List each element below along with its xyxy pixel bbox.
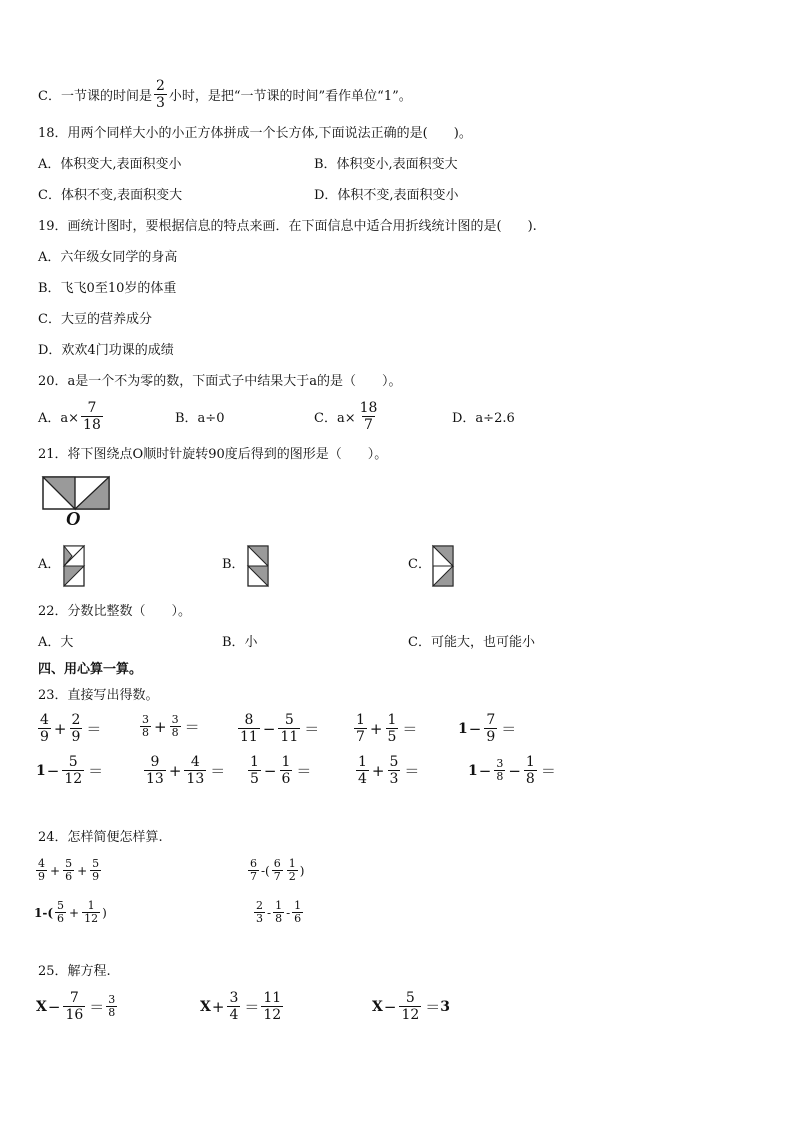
equals-sign: ＝: [402, 720, 418, 738]
expression-text: ): [299, 863, 305, 878]
q17-c-post: 小时，是把“一节课的时间”看作单位“1”。: [168, 89, 412, 104]
q18-option-d[interactable]: D．体积不变,表面积变小: [314, 188, 459, 203]
q20-a-prefix: A．a×: [38, 411, 80, 426]
q19-option-b[interactable]: B．飞飞0至10岁的体重: [38, 281, 177, 296]
fraction-numerator: 3: [142, 713, 149, 726]
fraction-numerator: 7: [486, 712, 496, 728]
q20-a-fraction: [81, 400, 103, 433]
fraction: [144, 754, 166, 787]
fraction-denominator: 12: [401, 1007, 420, 1023]
fraction-denominator: 8: [275, 912, 283, 925]
fraction-denominator: 7: [250, 870, 257, 883]
fraction: [273, 900, 284, 925]
equals-sign: ＝: [425, 998, 441, 1016]
operator: +: [69, 905, 80, 920]
fraction: [70, 712, 83, 745]
fraction-denominator: 8: [171, 726, 179, 739]
fraction-numerator: 9: [150, 754, 160, 770]
fraction-numerator: 2: [155, 78, 165, 94]
q24-expr-1: [34, 858, 103, 883]
q21-option-c-label[interactable]: C．: [408, 557, 431, 572]
fraction: [399, 990, 421, 1023]
q18-stem: 18．用两个同样大小的小正方体拼成一个长方体,下面说法正确的是( )。: [38, 126, 472, 141]
fraction-numerator: 4: [38, 857, 45, 870]
q21-option-b-figure[interactable]: [246, 544, 272, 588]
q23-r2-expr-3: [246, 754, 311, 787]
operator: −: [46, 761, 60, 780]
fraction-numerator: 4: [190, 754, 200, 770]
q21-point-o-label: O: [66, 508, 81, 530]
q17-c-fraction: [154, 78, 167, 111]
fraction-denominator: 13: [146, 771, 164, 787]
fraction: [82, 900, 100, 925]
fraction-denominator: 7: [356, 729, 365, 745]
fraction-numerator: 1: [356, 712, 365, 728]
q18-option-b[interactable]: B．体积变小,表面积变大: [314, 157, 458, 172]
fraction-numerator: 3: [171, 713, 179, 726]
fraction-numerator: 1: [250, 754, 259, 770]
operator: +: [211, 997, 225, 1016]
fraction-denominator: 11: [280, 729, 299, 745]
expression-text: ): [102, 905, 107, 920]
q21-option-a-figure[interactable]: [62, 544, 88, 588]
fraction-denominator: 18: [83, 417, 101, 433]
q24-expr-2: [246, 858, 304, 883]
section-4-heading: 四、用心算一算。: [38, 662, 143, 677]
fraction-denominator: 6: [57, 912, 65, 925]
fraction-numerator: 1: [281, 754, 291, 770]
fraction-denominator: 8: [525, 771, 535, 787]
fraction: [55, 900, 66, 925]
q22-option-b[interactable]: B．小: [222, 635, 258, 650]
q23-r1-expr-3: [236, 712, 319, 745]
fraction-numerator: 1: [275, 899, 283, 912]
fraction-denominator: 6: [65, 870, 73, 883]
q23-r2-expr-4: [354, 754, 419, 787]
fraction-numerator: 2: [71, 712, 81, 728]
fraction: [238, 712, 260, 745]
fraction: [38, 712, 51, 745]
expression-text: -: [286, 905, 291, 920]
fraction-numerator: 7: [69, 990, 79, 1006]
fraction-numerator: 5: [405, 990, 415, 1006]
operator: +: [77, 863, 88, 878]
fraction: [280, 754, 293, 787]
q19-option-a[interactable]: A．六年级女同学的身高: [38, 250, 178, 265]
q20-option-c[interactable]: [314, 400, 381, 433]
fraction-numerator: 1: [525, 754, 535, 770]
q19-option-c[interactable]: C．大豆的营养成分: [38, 312, 152, 327]
expression-text: 1-(: [34, 905, 54, 920]
equals-sign: ＝: [296, 762, 312, 780]
fraction: [170, 714, 181, 739]
fraction-denominator: 4: [358, 771, 367, 787]
fraction-denominator: 9: [92, 870, 100, 883]
equals-sign: ＝: [86, 720, 102, 738]
operator: −: [508, 761, 521, 780]
fraction-denominator: 6: [281, 771, 291, 787]
fraction-numerator: 18: [359, 400, 378, 416]
fraction-numerator: 6: [273, 857, 281, 870]
q25-stem: 25．解方程.: [38, 964, 111, 979]
fraction-numerator: 1: [288, 857, 296, 870]
q25-equation-1: [36, 990, 119, 1023]
fraction-denominator: 9: [486, 729, 496, 745]
fraction: [63, 858, 74, 883]
q20-option-a[interactable]: [38, 400, 105, 433]
fraction: [278, 712, 300, 745]
fraction-denominator: 9: [71, 729, 81, 745]
equals-sign: ＝: [540, 762, 556, 780]
equals-sign: ＝: [244, 998, 260, 1016]
expression-text: -(: [261, 863, 270, 878]
equals-sign: ＝: [501, 720, 517, 738]
operator: −: [478, 761, 492, 780]
fraction-numerator: 3: [108, 993, 116, 1006]
fraction: [386, 712, 399, 745]
fraction-denominator: 3: [155, 95, 165, 111]
fraction-numerator: 5: [57, 899, 65, 912]
fraction-numerator: 3: [229, 990, 239, 1006]
fraction-numerator: 1: [294, 899, 302, 912]
operator: +: [168, 761, 182, 780]
q23-r2-expr-5: [468, 754, 556, 787]
fraction-denominator: 8: [496, 770, 504, 783]
q23-r2-expr-1: [36, 754, 103, 787]
fraction-denominator: 13: [186, 771, 205, 787]
fraction: [261, 990, 283, 1023]
fraction: [292, 900, 303, 925]
q25-equation-2: [200, 990, 285, 1023]
q22-option-c[interactable]: C．可能大，也可能小: [408, 635, 535, 650]
fraction: [90, 858, 101, 883]
fraction-numerator: 8: [244, 712, 254, 728]
fraction-denominator: 8: [142, 726, 149, 739]
fraction-denominator: 4: [229, 1007, 239, 1023]
fraction-numerator: 5: [389, 754, 399, 770]
q23-r1-expr-5: [458, 712, 516, 745]
fraction: [227, 990, 240, 1023]
fraction-numerator: 1: [87, 899, 95, 912]
q23-stem: 23．直接写出得数。: [38, 688, 159, 703]
fraction: [287, 858, 298, 883]
q20-stem: 20．a是一个不为零的数，下面式子中结果大于a的是（ ）。: [38, 374, 402, 389]
equals-sign: ＝: [88, 762, 104, 780]
fraction-numerator: 5: [92, 857, 100, 870]
equals-sign: ＝: [304, 720, 320, 738]
operator: +: [369, 719, 383, 738]
fraction-numerator: 5: [65, 857, 73, 870]
equals-sign: ＝: [210, 762, 226, 780]
fraction-numerator: 11: [263, 990, 282, 1006]
fraction-denominator: 8: [108, 1006, 116, 1019]
expression-text: 1: [458, 720, 468, 737]
expression-text: 1: [36, 762, 46, 779]
q21-option-a-label[interactable]: A．: [38, 557, 61, 572]
fraction-numerator: 1: [387, 712, 397, 728]
fraction-numerator: 4: [40, 712, 49, 728]
fraction-denominator: 7: [364, 417, 373, 433]
fraction-numerator: 7: [87, 400, 97, 416]
fraction-denominator: 9: [38, 870, 45, 883]
q24-stem: 24．怎样简便怎样算.: [38, 830, 163, 845]
fraction: [184, 754, 206, 787]
expression-text: -: [267, 905, 272, 920]
fraction-denominator: 7: [273, 870, 281, 883]
equals-sign: ＝: [184, 718, 200, 736]
fraction-denominator: 12: [64, 771, 83, 787]
fraction: [484, 712, 497, 745]
fraction-denominator: 3: [256, 912, 263, 925]
q25-equation-3: [372, 990, 450, 1023]
fraction-denominator: 6: [294, 912, 302, 925]
fraction: [494, 758, 505, 783]
fraction-denominator: 5: [250, 771, 259, 787]
fraction: [254, 900, 265, 925]
expression-text: 1: [468, 762, 478, 779]
fraction-denominator: 5: [387, 729, 397, 745]
expression-text: X: [200, 998, 211, 1015]
q23-r1-expr-1: [36, 712, 101, 745]
operator: +: [371, 761, 385, 780]
fraction-denominator: 2: [288, 870, 296, 883]
fraction: [106, 994, 117, 1019]
q17-c-pre: C．一节课的时间是: [38, 89, 152, 104]
q18-option-c[interactable]: C．体积不变,表面积变大: [38, 188, 183, 203]
operator: +: [50, 863, 61, 878]
fraction-denominator: 3: [389, 771, 399, 787]
fraction-denominator: 11: [240, 729, 258, 745]
q19-option-d[interactable]: D．欢欢4门功课的成绩: [38, 343, 174, 358]
q21-option-b-label[interactable]: B．: [222, 557, 245, 572]
fraction-numerator: 6: [250, 857, 257, 870]
expression-text: X: [36, 998, 47, 1015]
fraction: [354, 712, 367, 745]
operator: −: [262, 719, 276, 738]
operator: +: [154, 717, 167, 736]
q18-option-a[interactable]: A．体积变大,表面积变小: [38, 157, 182, 172]
fraction: [63, 990, 85, 1023]
q23-r1-expr-2: [138, 714, 200, 739]
fraction-denominator: 12: [263, 1007, 282, 1023]
q17-option-c: [38, 78, 412, 111]
q20-c-fraction: [358, 400, 380, 433]
fraction: [524, 754, 537, 787]
q22-stem: 22．分数比整数（ ）。: [38, 604, 192, 619]
q23-r1-expr-4: [352, 712, 417, 745]
expression-text: X: [372, 998, 383, 1015]
q24-expr-3: [34, 900, 107, 925]
equals-sign: ＝: [404, 762, 420, 780]
q21-option-c-figure[interactable]: [431, 544, 457, 588]
fraction: [388, 754, 401, 787]
fraction-denominator: 12: [84, 912, 99, 925]
operator: −: [468, 719, 482, 738]
fraction: [248, 858, 259, 883]
q20-option-d[interactable]: D．a÷2.6: [452, 411, 515, 426]
q20-c-prefix: C．a×: [314, 411, 356, 426]
q19-stem: 19．画统计图时，要根据信息的特点来画．在下面信息中适合用折线统计图的是( ).: [38, 219, 537, 234]
q22-option-a[interactable]: A．大: [38, 635, 74, 650]
fraction-denominator: 9: [40, 729, 49, 745]
fraction-numerator: 5: [68, 754, 78, 770]
fraction-numerator: 3: [496, 757, 504, 770]
q24-expr-4: [252, 900, 305, 925]
operator: −: [263, 761, 277, 780]
fraction-numerator: 2: [256, 899, 263, 912]
equals-sign: ＝: [89, 998, 105, 1016]
operator: −: [383, 997, 397, 1016]
fraction: [140, 714, 151, 739]
operator: +: [53, 719, 67, 738]
fraction: [272, 858, 283, 883]
fraction: [248, 754, 261, 787]
operator: −: [47, 997, 61, 1016]
q20-option-b[interactable]: B．a÷0: [175, 411, 225, 426]
fraction-denominator: 16: [65, 1007, 84, 1023]
q23-r2-expr-2: [142, 754, 225, 787]
fraction-numerator: 5: [284, 712, 294, 728]
q21-stem: 21．将下图绕点O顺时针旋转90度后得到的图形是（ ）。: [38, 447, 388, 462]
fraction: [356, 754, 369, 787]
expression-text: 3: [440, 998, 451, 1015]
fraction: [62, 754, 84, 787]
fraction: [36, 858, 47, 883]
fraction-numerator: 1: [358, 754, 367, 770]
